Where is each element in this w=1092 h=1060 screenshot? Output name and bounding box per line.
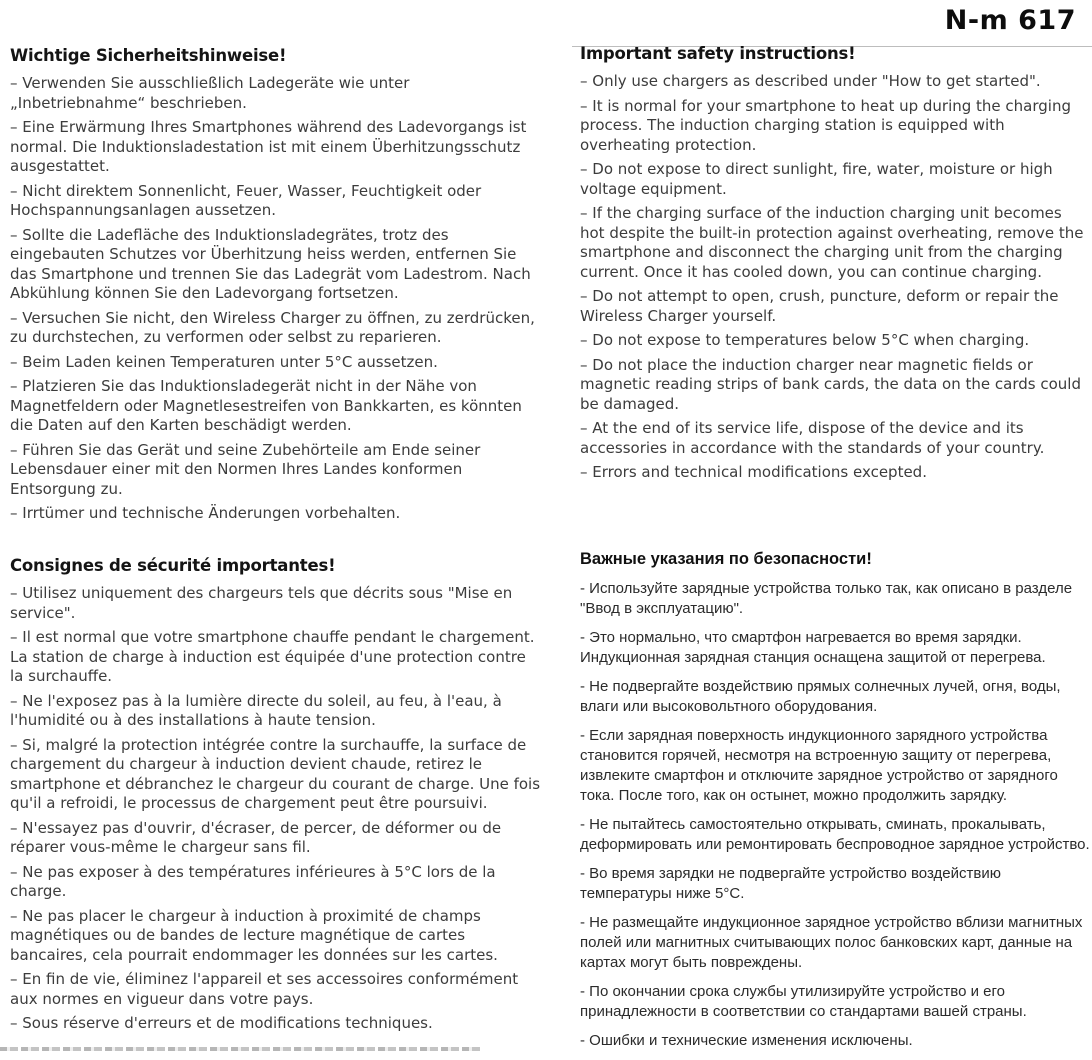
safety-bullet: – Ne l'exposez pas à la lumière directe du soleil, au feu, à l'eau, à l'humidité ou à des installations à haute tension. xyxy=(10,691,502,729)
safety-bullet: - Не пытайтесь самостоятельно открывать, сминать, прокалывать, деформировать или ремонтировать беспроводное зарядное устройство. xyxy=(580,816,1090,853)
safety-bullet: – Nicht direktem Sonnenlicht, Feuer, Wasser, Feuchtigkeit oder Hochspannungsanlagen aussetzen. xyxy=(10,181,482,219)
safety-bullet: – Ne pas placer le chargeur à induction à proximité de champs magnétiques ou de bandes de lecture magnétique de cartes bancaires, cela pourrait endommager les données sur les cartes. xyxy=(10,906,498,964)
safety-bullet: – Do not expose to temperatures below 5°C when charging. xyxy=(580,331,1030,349)
safety-bullet: – Do not place the induction charger near magnetic fields or magnetic reading strips of bank cards, the data on the cards could be damaged. xyxy=(580,355,1081,413)
section-german xyxy=(10,46,542,529)
safety-bullet: – N'essayez pas d'ouvrir, d'écraser, de percer, de déformer ou de réparer vous-même le chargeur sans fil. xyxy=(10,818,502,856)
safety-bullet: – Beim Laden keinen Temperaturen unter 5°C aussetzen. xyxy=(10,352,438,371)
cropped-text-remnant xyxy=(0,1047,482,1051)
safety-bullet: – Versuchen Sie nicht, den Wireless Charger zu öffnen, zu zerdrücken, zu durchstechen, zu verformen oder selbst zu reparieren. xyxy=(10,308,535,346)
safety-bullet: – Ne pas exposer à des températures inférieures à 5°C lors de la charge. xyxy=(10,862,496,900)
safety-bullet: - Во время зарядки не подвергайте устройство воздействию температуры ниже 5°C. xyxy=(580,865,1001,902)
safety-bullet: – Führen Sie das Gerät und seine Zubehörteile am Ende seiner Lebensdauer einer mit den Normen Ihres Landes konformen Entsorgung zu. xyxy=(10,440,481,498)
section-heading-english: Important safety instructions! xyxy=(580,44,856,63)
safety-bullet: – It is normal for your smartphone to heat up during the charging process. The induction charging station is equipped with overheating protection. xyxy=(580,96,1071,154)
section-russian xyxy=(580,549,1090,1060)
safety-bullet: – If the charging surface of the induction charging unit becomes hot despite the built-in protection against overheating, remove the smartphone and disconnect the charging unit from the charging current. Once it has cooled down, you can continue charging. xyxy=(580,204,1084,281)
safety-bullet: – Errors and technical modifications excepted. xyxy=(580,463,927,481)
safety-bullet: – Utilisez uniquement des chargeurs tels que décrits sous "Mise en service". xyxy=(10,584,513,622)
safety-bullet: – Irrtümer und technische Änderungen vorbehalten. xyxy=(10,504,401,522)
safety-bullet: - Если зарядная поверхность индукционного зарядного устройства становится горячей, несмотря на встроенную защиту от перегрева, извлеките смартфон и отключите зарядное устройство от зарядного тока. После того, как он остынет, можно продолжить зарядку. xyxy=(580,727,1058,804)
safety-bullet: - По окончании срока службы утилизируйте устройство и его принадлежности в соответствии со стандартами вашей страны. xyxy=(580,983,1027,1020)
safety-bullet: – Si, malgré la protection intégrée contre la surchauffe, la surface de chargement du chargeur à induction devient chaude, retirez le smartphone et débranchez le chargeur du courant de charge. Une fois qu'il a refroidi, le processus de chargement peut être poursuivi. xyxy=(10,735,541,812)
safety-bullet: – Sollte die Ladefläche des Induktionsladegrätes, trotz des eingebauten Schutzes vor Überhitzung heiss werden, entfernen Sie das Smartphone und trennen Sie das Ladegrät vom Ladestrom. Nach Abkühlung können Sie den Ladevorgang fortsetzen. xyxy=(10,225,531,302)
section-heading-german: Wichtige Sicherheitshinweise! xyxy=(10,46,287,65)
section-heading-russian: Важные указания по безопасности! xyxy=(580,550,872,568)
safety-bullet: – Do not expose to direct sunlight, fire, water, moisture or high voltage equipment. xyxy=(580,160,1053,198)
safety-bullet: – Eine Erwärmung Ihres Smartphones während des Ladevorgangs ist normal. Die Induktionsladestation ist mit einem Überhitzungsschutz ausgestattet. xyxy=(10,118,527,175)
safety-bullet: – Sous réserve d'erreurs et de modifications techniques. xyxy=(10,1014,433,1032)
safety-bullet: - Не размещайте индукционное зарядное устройство вблизи магнитных полей или магнитных считывающих полос банковских карт, данные на картах могут быть повреждены. xyxy=(580,914,1083,971)
safety-bullet: – Il est normal que votre smartphone chauffe pendant le chargement. La station de charge à induction est équipée d'une protection contre la surchauffe. xyxy=(10,628,535,685)
safety-bullet: – Only use chargers as described under "How to get started". xyxy=(580,72,1041,90)
safety-bullet: – Verwenden Sie ausschließlich Ladegeräte wie unter „Inbetriebnahme“ beschrieben. xyxy=(10,74,410,112)
safety-bullet: - Используйте зарядные устройства только так, как описано в разделе "Ввод в эксплуатацию". xyxy=(580,580,1073,617)
section-french xyxy=(10,556,542,1039)
section-heading-french: Consignes de sécurité importantes! xyxy=(10,556,336,575)
section-english xyxy=(580,44,1090,488)
safety-bullet: – En fin de vie, éliminez l'appareil et ses accessoires conformément aux normes en vigueur dans votre pays. xyxy=(10,970,519,1008)
model-number: N-m 617 xyxy=(944,5,1076,36)
safety-bullet: - Это нормально, что смартфон нагревается во время зарядки. Индукционная зарядная станция оснащена защитой от перегрева. xyxy=(580,629,1046,666)
safety-bullet: – Platzieren Sie das Induktionsladegerät nicht in der Nähe von Magnetfeldern oder Magnetlesestreifen von Bankkarten, es könnten die Daten auf den Karten beschädigt werden. xyxy=(10,377,522,434)
safety-bullet: - Не подвергайте воздействию прямых солнечных лучей, огня, воды, влаги или высоковольтного оборудования. xyxy=(580,678,1061,715)
safety-bullet: – Do not attempt to open, crush, puncture, deform or repair the Wireless Charger yourself. xyxy=(580,287,1059,325)
safety-bullet: - Ошибки и технические изменения исключены. xyxy=(580,1032,913,1049)
safety-bullet: – At the end of its service life, dispose of the device and its accessories in accordance with the standards of your country. xyxy=(580,419,1045,457)
